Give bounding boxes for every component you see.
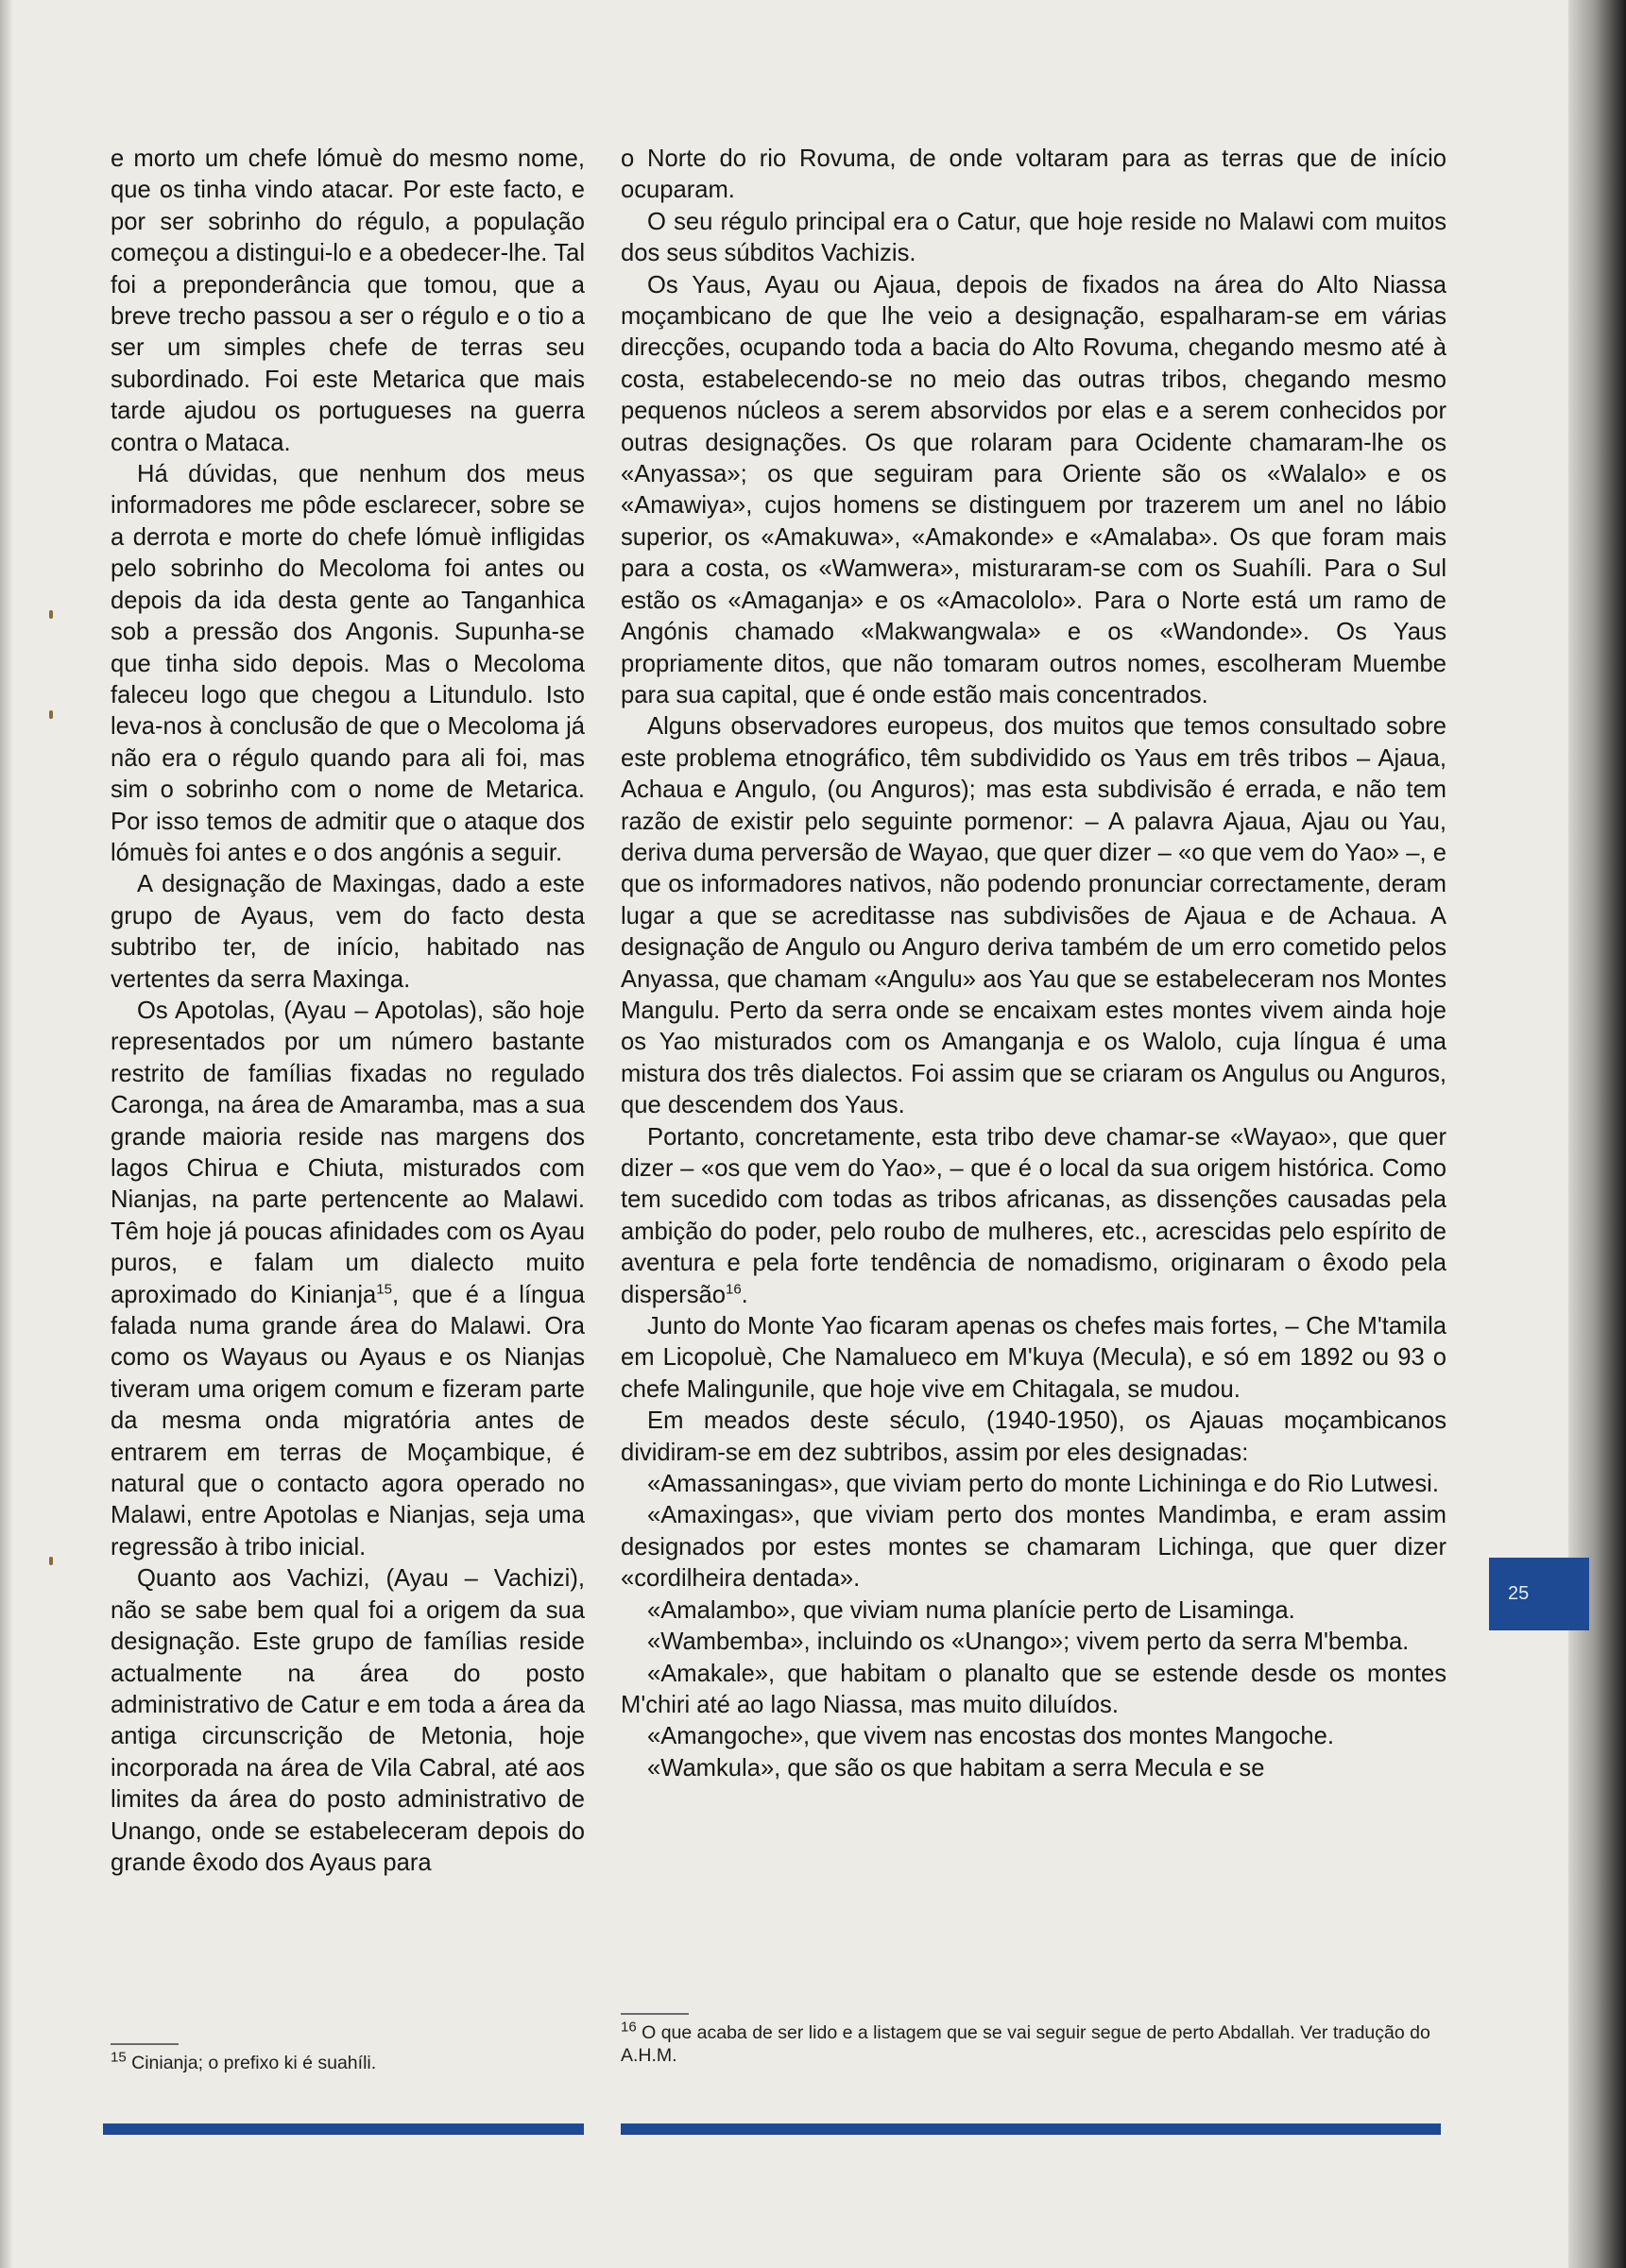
paragraph: Há dúvidas, que nenhum dos meus informadores me pôde esclarecer, sobre se a derrota e morte do chefe lómuè infligidas pelo sobrinho do Mecoloma foi antes ou depois da ida desta gente ao Tanganhica sob a pressão dos Angonis. Supunha-se que tinha sido depois. Mas o Mecoloma faleceu logo que chegou a Litundulo. Isto leva-nos à conclusão de que o Mecoloma já não era o régulo quando para ali foi, mas sim o sobrinho com o nome de Metarica. Por isso temos de admitir que o ataque dos lómuès foi antes e o dos angónis a seguir. [111,461,585,866]
footnote-divider [621,2013,689,2015]
paragraph-text: . [741,1281,748,1308]
footnote-16 [621,2021,1446,2067]
footnote-number: 16 [621,2019,637,2036]
footnote-text: Cinianja; o prefixo ki é suahíli. [126,2053,377,2073]
paragraph: o Norte do rio Rovuma, de onde voltaram para as terras que de início ocuparam. [621,145,1446,204]
list-item-subtribe: «Amangoche», que vivem nas encostas dos montes Mangoche. [647,1723,1335,1750]
margin-mark [49,710,53,719]
list-item-subtribe: «Amassaningas», que viviam perto do monte Lichininga e do Rio Lutwesi. [647,1471,1439,1498]
list-item-subtribe: «Amakale», que habitam o planalto que se estende desde os montes M'chiri até ao lago Niassa, mas muito diluídos. [621,1660,1446,1718]
footnote-ref-15[interactable]: 15 [376,1281,392,1298]
footnote-divider [111,2043,179,2045]
margin-mark [49,610,53,619]
footnote-text: O que acaba de ser lido e a listagem que se vai seguir segue de perto Abdallah. Ver tradução do A.H.M. [621,2022,1430,2066]
paragraph: A designação de Maxingas, dado a este grupo de Ayaus, vem do facto desta subtribo ter, de início, habitado nas vertentes da serra Maxinga. [111,871,585,993]
list-item-subtribe: «Wamkula», que são os que habitam a serra Mecula e se [647,1754,1265,1782]
bottom-rule-right [621,2123,1441,2135]
page-number-tab [1489,1558,1589,1630]
paragraph-apotolas [111,996,585,1563]
left-text-column [111,144,585,1879]
paragraph: Os Yaus, Ayau ou Ajaua, depois de fixados na área do Alto Niassa moçambicano de que lhe veio a designação, espalharam-se em várias direcções, ocupando toda a bacia do Alto Rovuma, chegando mesmo até à costa, estabelecendo-se no meio das outras tribos, chegando mesmo pequenos núcleos a serem absorvidos por elas e a serem conhecidos por outras designações. Os que rolaram para Ocidente chamaram-lhe os «Anyassa»; os que seguiram para Oriente são os «Walalo» e os «Amawiya», cujos homens se distinguem por trazerem um anel no lábio superior, os «Amakuwa», «Amakonde» e «Amalaba». Os que foram mais para a costa, os «Wamwera», misturaram-se com os Suahíli. Para o Sul estão os «Amaganja» e os «Amacololo». Para o Norte está um ramo de Angónis chamado «Makwangwala» e os «Wandonde». Os Yaus propriamente ditos, que não tomaram outros nomes, escolheram Muembe para sua capital, que é onde estão mais concentrados. [621,271,1446,708]
right-text-column [621,144,1446,1784]
bottom-rule-left [103,2123,584,2135]
list-item-subtribe: «Wambemba», incluindo os «Unango»; vivem perto da serra M'bemba. [647,1629,1410,1656]
footnote-ref-16[interactable]: 16 [725,1281,742,1298]
footnote-15 [111,2049,585,2074]
paragraph: Junto do Monte Yao ficaram apenas os chefes mais fortes, – Che M'tamila em Licopoluè, Che Namalueco em M'kuya (Mecula), e só em 1892 ou 93 o chefe Malingunile, que hoje vive em Chitagala, se mudou. [621,1313,1446,1403]
paragraph-text: , que é a língua falada numa grande área do Malawi. Ora como os Wayaus ou Ayaus e os Nianjas tiveram uma origem comum e fizeram parte da mesma onda migratória antes de entrarem em terras de Moçambique, é natural que o contacto agora operado no Malawi, entre Apotolas e Nianjas, seja uma regressão à tribo inicial. [111,1281,585,1560]
list-item-subtribe: «Amalambo», que viviam numa planície perto de Lisaminga. [647,1596,1295,1624]
margin-mark [49,1557,53,1565]
list-item-subtribe: «Amaxingas», que viviam perto dos montes Mandimba, e eram assim designados por estes montes se chamaram Lichinga, que quer dizer «cordilheira dentada». [621,1502,1446,1593]
paragraph-text: Portanto, concretamente, esta tribo deve chamar-se «Wayao», que quer dizer – «os que vem do Yao», – que é o local da sua origem histórica. Como tem sucedido com todas as tribos africanas, as dissenções causadas pela ambição do poder, pelo roubo de mulheres, etc., acrescidas pelo espírito de aventura e pela forte tendência de nomadismo, originaram o êxodo pela dispersão [621,1123,1446,1308]
paragraph-text: Os Apotolas, (Ayau – Apotolas), são hoje representados por um número bastante restrito de famílias fixadas no regulado Caronga, na área de Amaramba, mas a sua grande maioria reside nas margens dos lagos Chirua e Chiuta, misturados com Nianjas, na parte pertencente ao Malawi. Têm hoje já poucas afinidades com os Ayau puros, e falam um dialecto muito aproximado do Kinianja [111,997,585,1308]
paragraph: Quanto aos Vachizi, (Ayau – Vachizi), não se sabe bem qual foi a origem da sua designação. Este grupo de famílias reside actualmente na área do posto administrativo de Catur e em toda a área da antiga circunscrição de Metonia, hoje incorporada na área de Vila Cabral, até aos limites da área do posto administrativo de Unango, onde se estabeleceram depois do grande êxodo dos Ayaus para [111,1565,585,1876]
paragraph-dispersao [621,1122,1446,1311]
page-spine-shadow [0,0,13,2268]
page-number: 25 [1508,1583,1530,1604]
paragraph: Em meados deste século, (1940-1950), os Ajauas moçambicanos dividiram-se em dez subtribos, assim por eles designadas: [621,1407,1446,1466]
footnote-number: 15 [111,2049,127,2066]
paragraph: O seu régulo principal era o Catur, que hoje reside no Malawi com muitos dos seus súbditos Vachizis. [621,208,1446,267]
paragraph: Alguns observadores europeus, dos muitos que temos consultado sobre este problema etnográfico, têm subdividido os Yaus em três tribos – Ajaua, Achaua e Angulo, (ou Anguros); mas esta subdivisão é errada, e não tem razão de existir pelo seguinte pormenor: – A palavra Ajaua, Ajau ou Yau, deriva duma perversão de Wayao, que quer dizer – «o que vem do Yao» –, e que os informadores nativos, não podendo pronunciar correctamente, deram lugar a que se acreditasse nas subdivisões de Ajaua e de Achaua. A designação de Angulo ou Anguro deriva também de um erro cometido pelos Anyassa, que chamam «Angulu» aos Yau que se estabeleceram nos Montes Mangulu. Perto da serra onde se encaixam estes montes vivem ainda hoje os Yao misturados com os Amanganja e os Walolo, cuja língua é uma mistura dos três dialectos. Foi assim que se criaram os Angulus ou Anguros, que descendem dos Yaus. [621,713,1446,1119]
paragraph: e morto um chefe lómuè do mesmo nome, que os tinha vindo atacar. Por este facto, e por ser sobrinho do régulo, a população começou a distingui-lo e a obedecer-lhe. Tal foi a preponderância que tomou, que a breve trecho passou a ser o régulo e o tio a ser um simples chefe de terras seu subordinado. Foi este Metarica que mais tarde ajudou os portugueses na guerra contra o Mataca. [111,145,585,456]
page-edge [1568,0,1626,2268]
